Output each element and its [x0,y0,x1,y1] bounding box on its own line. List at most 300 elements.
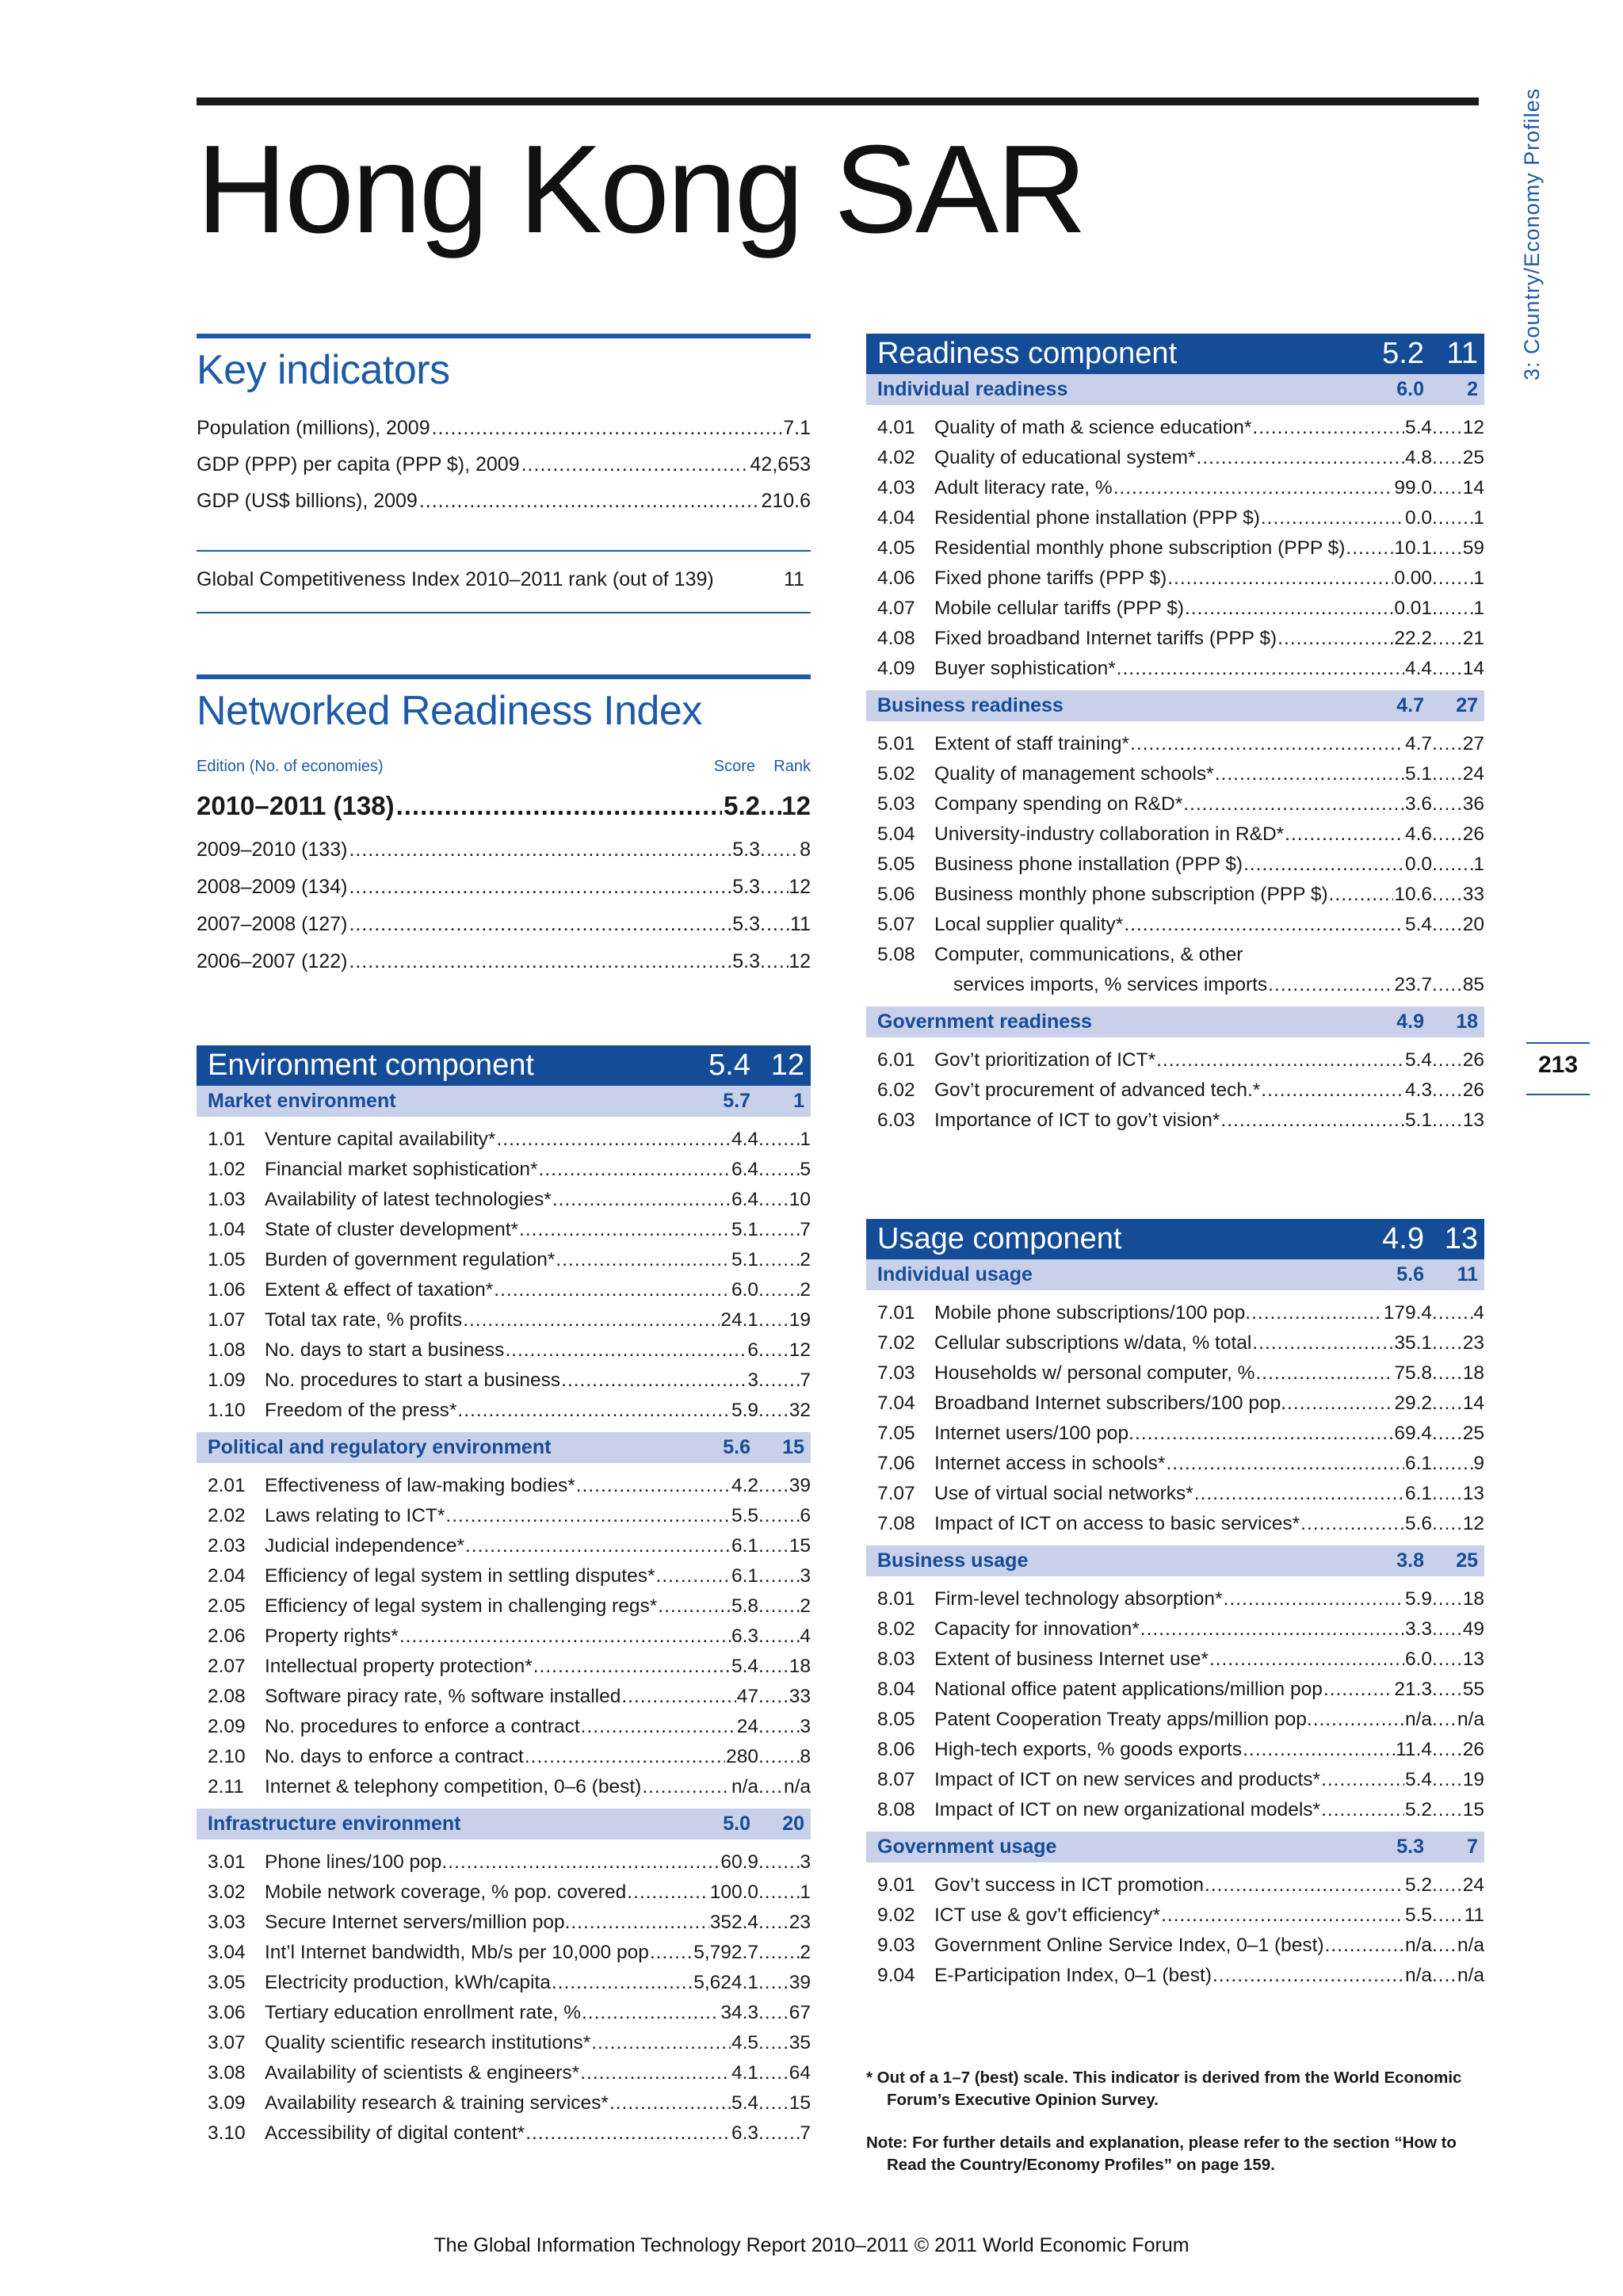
indicator-list [866,1576,1484,1832]
indicator-label: Buyer sophistication* [934,658,1116,679]
indicator-score: 3.3 [1404,1618,1432,1640]
indicator-label: Freedom of the press* [265,1400,457,1421]
indicator-label: State of cluster development* [265,1219,519,1240]
indicator-label: Laws relating to ICT* [265,1505,445,1526]
nri-title: Networked Readiness Index [197,688,702,734]
indicator-code: 5.02 [877,763,915,785]
indicator-code: 5.05 [877,854,915,875]
indicator-score: 5.1 [1404,763,1432,785]
indicator-label: Extent of staff training* [934,733,1130,755]
indicator-label: Impact of ICT on access to basic services* [934,1513,1300,1534]
nri-column-headers: Edition (No. of economies) Score Rank [197,758,811,775]
indicator-score: 3 [747,1370,758,1391]
indicator-row [197,1335,811,1366]
indicator-score: 100.0 [709,1881,758,1903]
indicator-code: 9.01 [877,1874,915,1896]
indicator-score: 5.1 [1404,1110,1432,1131]
indicator-code: 7.04 [877,1392,915,1414]
indicator-score: 4.8 [1404,447,1432,468]
indicator-list [866,1037,1484,1142]
indicator-code: 2.11 [208,1776,244,1797]
indicator-label: Software piracy rate, % software installed [265,1686,621,1707]
indicator-row [197,1847,811,1878]
indicator-score: 5.5 [731,1505,758,1526]
indicator-code: 8.03 [877,1648,915,1670]
indicator-code: 2.01 [208,1475,246,1496]
indicator-row [866,1765,1484,1795]
indicator-code: 4.06 [877,567,915,589]
indicator-code: 8.02 [877,1618,915,1640]
indicator-label: Impact of ICT on new organizational models* [934,1799,1321,1820]
indicator-score: 75.8 [1394,1362,1432,1384]
indicator-row [197,1772,811,1802]
indicator-list [866,1862,1484,1997]
indicator-rank: 26 [1462,1049,1484,1071]
indicator-score: 6.0 [1404,1648,1432,1670]
pillar-header: Government usage 5.3 7 [866,1832,1484,1862]
pillar-header: Individual readiness 6.0 2 [866,374,1484,405]
indicator-list [866,405,1484,690]
indicator-label: Company spending on R&D* [934,793,1183,815]
page-number: 213 [1537,1052,1579,1078]
indicator-row [866,789,1484,819]
indicator-score: 352.4 [709,1912,758,1933]
indicator-rank: n/a [1457,1709,1484,1730]
indicator-rank: 7 [800,1219,811,1240]
indicator-row [866,1870,1484,1901]
indicator-row [866,1419,1484,1449]
indicator-score: 5.1 [731,1249,758,1270]
top-rule [197,97,1479,105]
indicator-list [866,721,1484,1007]
indicator-rank: 33 [789,1686,811,1707]
indicator-rank: 19 [789,1309,811,1331]
indicator-rank: 13 [1462,1110,1484,1131]
indicator-rank: 59 [1462,537,1484,559]
indicator-label: Importance of ICT to gov’t vision* [934,1110,1220,1131]
indicator-label: Extent of business Internet use* [934,1648,1209,1670]
indicator-code: 2.10 [208,1746,246,1767]
indicator-rank: 18 [1462,1362,1484,1384]
indicator-label: Tertiary education enrollment rate, % [265,2002,581,2023]
indicator-code: 1.10 [208,1400,246,1421]
indicator-code: 3.02 [208,1881,246,1903]
indicator-rank: 33 [1462,884,1484,905]
indicator-score: 179.4 [1383,1302,1432,1324]
indicator-code: 3.09 [208,2092,246,2114]
indicator-code: 1.07 [208,1309,246,1331]
indicator-list [197,1463,811,1809]
page-number-rule-bottom [1526,1094,1590,1095]
indicator-label: Venture capital availability* [265,1129,496,1150]
indicator-rank: 1 [800,1881,811,1903]
indicator-code: 8.04 [877,1679,915,1700]
indicator-label: Mobile phone subscriptions/100 pop. [934,1302,1251,1324]
indicator-code: 4.04 [877,507,915,529]
indicator-label: University-industry collaboration in R&D* [934,823,1285,845]
indicator-row [866,624,1484,654]
indicator-row [197,1185,811,1215]
indicator-label: Gov’t success in ICT promotion [934,1874,1204,1896]
indicator-label: No. procedures to enforce a contract [265,1716,580,1737]
indicator-rank: 26 [1462,1079,1484,1101]
indicator-label: No. days to enforce a contract [265,1746,524,1767]
environment-component [197,1045,811,2155]
indicator-score: 47 [736,1686,758,1707]
indicator-score: 6.3 [731,1626,758,1647]
indicator-code: 3.06 [208,2002,246,2023]
indicator-score: 60.9 [720,1851,758,1873]
indicator-rank: 12 [789,1339,811,1361]
indicator-row [197,1652,811,1682]
indicator-rank: 7 [800,2122,811,2144]
pillar-header: Political and regulatory environment 5.6 15 [197,1432,811,1463]
indicator-code: 6.01 [877,1049,915,1071]
indicator-label: National office patent applications/million pop [934,1679,1323,1700]
divider [197,550,811,552]
indicator-rank: 23 [1462,1332,1484,1354]
nri-history-row: 2007–2008 (127) ..... 5.3 ..... 11 [197,913,811,936]
indicator-score: 5.4 [1404,914,1432,935]
indicator-rank: 14 [1462,1392,1484,1414]
indicator-label: Fixed broadband Internet tariffs (PPP $) [934,628,1277,649]
indicator-code: 2.03 [208,1535,246,1557]
indicator-code: 7.03 [877,1362,915,1384]
indicator-row [197,1742,811,1772]
indicator-code: 3.08 [208,2062,246,2084]
indicator-rank: 11 [1464,1904,1484,1926]
indicator-row [197,1591,811,1622]
indicator-rank: 18 [1462,1588,1484,1610]
indicator-score: 21.3 [1394,1679,1432,1700]
indicator-rank: 4 [1473,1302,1484,1324]
pillar-header: Business readiness 4.7 27 [866,690,1484,721]
indicator-rank: 2 [800,1942,811,1963]
indicator-score: 10.1 [1394,537,1432,559]
indicator-score: 280 [726,1746,758,1767]
indicator-code: 3.07 [208,2032,246,2053]
indicator-rank: 3 [800,1851,811,1873]
indicator-label: Use of virtual social networks* [934,1483,1193,1504]
indicator-score: 6.4 [731,1159,758,1180]
indicator-score: 22.2 [1394,628,1432,649]
key-indicator-row: GDP (PPP) per capita (PPP $), 2009 ..... 42,653 [197,453,811,476]
indicator-row [197,1908,811,1938]
indicator-code: 1.03 [208,1189,246,1210]
key-indicator-row: Population (millions), 2009 ..... 7.1 [197,417,811,440]
indicator-label: Efficiency of legal system in settling disputes* [265,1565,655,1587]
indicator-label: Quality of math & science education* [934,417,1252,438]
indicator-rank: 39 [789,1972,811,1993]
indicator-label: Gov’t prioritization of ICT* [934,1049,1156,1071]
nri-current-row: 2010–2011 (138) ..... 5.2 ..... 12 [197,791,811,821]
indicator-row [197,1366,811,1396]
pillar-header: Market environment 5.7 1 [197,1086,811,1117]
indicator-row [866,1075,1484,1106]
indicator-code: 9.02 [877,1904,915,1926]
indicator-rank: 13 [1462,1648,1484,1670]
indicator-row [866,940,1484,970]
indicator-row [197,1215,811,1245]
indicator-rank: 18 [789,1656,811,1677]
indicator-score: 4.7 [1404,733,1432,755]
indicator-label: Business phone installation (PPP $) [934,854,1243,875]
indicator-row [197,2028,811,2058]
indicator-score: 69.4 [1394,1423,1432,1444]
indicator-code: 3.01 [208,1851,246,1873]
usage-component [866,1219,1484,1997]
indicator-score: 6 [747,1339,758,1361]
indicator-label: Broadband Internet subscribers/100 pop. [934,1392,1287,1414]
indicator-rank: 36 [1462,793,1484,815]
indicator-row [197,2088,811,2118]
indicator-row [866,1045,1484,1075]
indicator-score: 24 [736,1716,758,1737]
indicator-code: 1.02 [208,1159,246,1180]
indicator-row [197,1275,811,1305]
pillar-header: Individual usage 5.6 11 [866,1259,1484,1290]
indicator-code: 2.04 [208,1565,246,1587]
indicator-rank: 27 [1462,733,1484,755]
indicator-code: 2.09 [208,1716,246,1737]
indicator-score: 5.5 [1404,1904,1432,1926]
key-indicators-rule [197,334,811,338]
indicator-score: 4.4 [731,1129,758,1150]
indicator-label: Residential phone installation (PPP $) [934,507,1260,529]
key-indicator-row: GDP (US$ billions), 2009 ..... 210.6 [197,490,811,513]
indicator-row [197,1968,811,1998]
indicator-list [866,1290,1484,1545]
indicator-row [197,1561,811,1591]
indicator-rank: 7 [800,1370,811,1391]
indicator-score: 5,624.1 [693,1972,758,1993]
indicator-code: 7.06 [877,1453,915,1474]
indicator-code: 5.03 [877,793,915,815]
indicator-row [866,533,1484,563]
indicator-rank: 55 [1462,1679,1484,1700]
indicator-row [866,1328,1484,1358]
indicator-row [866,1298,1484,1328]
indicator-score: 0.0 [1404,507,1432,529]
indicator-row [197,1622,811,1652]
indicator-code: 6.03 [877,1110,915,1131]
indicator-rank: 26 [1462,823,1484,845]
indicator-score: 0.0 [1404,854,1432,875]
indicator-row [866,503,1484,533]
indicator-score: 99.0 [1394,477,1432,499]
indicator-code: 7.08 [877,1513,915,1534]
indicator-score: 10.6 [1394,884,1432,905]
indicator-row [197,1682,811,1712]
nri-history-row: 2008–2009 (134) ..... 5.3 ..... 12 [197,876,811,899]
indicator-row [866,1931,1484,1961]
indicator-label: Households w/ personal computer, % [934,1362,1255,1384]
readiness-component [866,334,1484,1142]
indicator-score: 4.1 [731,2062,758,2084]
indicator-code: 3.04 [208,1942,246,1963]
indicator-label: Internet & telephony competition, 0–6 (best) [265,1776,642,1797]
indicator-row [866,563,1484,594]
indicator-row [866,1479,1484,1509]
indicator-score: 5.1 [731,1219,758,1240]
indicator-score: 5,792.7 [693,1942,758,1963]
indicator-code: 4.08 [877,628,915,649]
key-indicators-title: Key indicators [197,347,450,393]
indicator-score: 0.00 [1394,567,1432,589]
indicator-code: 1.04 [208,1219,246,1240]
survey-footnote: * Out of a 1–7 (best) scale. This indicator is derived from the World Economic Forum’s Executive Opinion Survey. [866,2069,1462,2109]
indicator-label: Internet users/100 pop. [934,1423,1134,1444]
indicator-code: 4.09 [877,658,915,679]
indicator-label: Gov’t procurement of advanced tech.* [934,1079,1261,1101]
indicator-rank: 49 [1462,1618,1484,1640]
indicator-list [197,1117,811,1432]
indicator-code: 3.10 [208,2122,246,2144]
indicator-row-continued [866,970,1484,1000]
indicator-row [866,1389,1484,1419]
indicator-label: Effectiveness of law-making bodies* [265,1475,575,1496]
indicator-label: Residential monthly phone subscription (PPP $) [934,537,1346,559]
indicator-score: n/a [1404,1965,1432,1986]
indicator-rank: 23 [789,1912,811,1933]
indicator-label: Total tax rate, % profits [265,1309,463,1331]
indicator-code: 4.01 [877,417,915,438]
indicator-score: 6.1 [731,1565,758,1587]
indicator-score: n/a [731,1776,758,1797]
indicator-rank: 2 [800,1249,811,1270]
indicator-code: 4.07 [877,598,915,619]
indicator-code: 9.03 [877,1935,915,1956]
indicator-label: Judicial independence* [265,1535,464,1557]
indicator-rank: 39 [789,1475,811,1496]
indicator-row [866,654,1484,684]
indicator-rank: 25 [1462,447,1484,468]
indicator-code: 1.01 [208,1129,246,1150]
indicator-label: Accessibility of digital content* [265,2122,525,2144]
indicator-row [866,413,1484,443]
indicator-rank: 19 [1462,1769,1484,1790]
indicator-label: services imports, % services imports [953,974,1268,995]
indicator-label: Burden of government regulation* [265,1249,556,1270]
indicator-row [866,443,1484,473]
indicator-label: High-tech exports, % goods exports [934,1739,1243,1760]
indicator-row [197,1305,811,1335]
pillar-header: Business usage 3.8 25 [866,1545,1484,1576]
indicator-score: n/a [1404,1709,1432,1730]
indicator-code: 5.01 [877,733,915,755]
indicator-rank: 32 [789,1400,811,1421]
indicator-row [866,910,1484,940]
indicator-label: Impact of ICT on new services and products* [934,1769,1321,1790]
indicator-code: 8.07 [877,1769,915,1790]
indicator-rank: 4 [800,1626,811,1647]
divider [197,612,811,613]
indicator-label: Patent Cooperation Treaty apps/million pop. [934,1709,1312,1730]
indicator-row [197,1531,811,1561]
indicator-code: 1.06 [208,1279,246,1301]
indicator-row [197,1471,811,1501]
indicator-label: Business monthly phone subscription (PPP $) [934,884,1328,905]
indicator-label: Availability research & training services* [265,2092,609,2114]
indicator-row [197,2058,811,2088]
indicator-row [866,880,1484,910]
indicator-code: 4.03 [877,477,915,499]
indicator-score: 5.4 [1404,1769,1432,1790]
indicator-rank: 14 [1462,477,1484,499]
indicator-label: Secure Internet servers/million pop. [265,1912,571,1933]
indicator-code: 8.08 [877,1799,915,1820]
indicator-row [866,1675,1484,1705]
indicator-score: 4.4 [1404,658,1432,679]
nri-history-row: 2009–2010 (133) ..... 5.3 ..... 8 [197,839,811,861]
indicator-rank: 10 [789,1189,811,1210]
indicator-score: 6.1 [731,1535,758,1557]
indicator-row [197,2118,811,2149]
indicator-label: Fixed phone tariffs (PPP $) [934,567,1167,589]
indicator-rank: 13 [1462,1483,1484,1504]
indicator-score: 4.6 [1404,823,1432,845]
indicator-rank: 26 [1462,1739,1484,1760]
indicator-label: Quality of management schools* [934,763,1214,785]
indicator-row [197,1501,811,1531]
indicator-label: Computer, communications, & other [934,944,1243,965]
indicator-row [866,1449,1484,1479]
indicator-rank: 15 [789,2092,811,2114]
page-number-rule-top [1526,1042,1590,1044]
component-header: Usage component 4.9 13 [866,1219,1484,1259]
indicator-rank: 1 [800,1129,811,1150]
indicator-rank: 24 [1462,1874,1484,1896]
indicator-code: 7.07 [877,1483,915,1504]
indicator-score: 5.4 [1404,417,1432,438]
indicator-row [866,819,1484,850]
indicator-rank: 85 [1462,974,1484,995]
indicator-score: 34.3 [720,2002,758,2023]
indicator-score: 24.1 [720,1309,758,1331]
indicator-rank: 25 [1462,1423,1484,1444]
indicator-row [866,1735,1484,1765]
indicator-rank: 5 [800,1159,811,1180]
indicator-row [866,1106,1484,1136]
indicator-label: Availability of scientists & engineers* [265,2062,580,2084]
indicator-rank: 20 [1462,914,1484,935]
indicator-row [866,1901,1484,1931]
nri-rule [197,674,811,679]
indicator-code: 1.08 [208,1339,246,1361]
indicator-code: 7.05 [877,1423,915,1444]
indicator-row [866,1645,1484,1675]
indicator-rank: 21 [1462,628,1484,649]
indicator-label: ICT use & gov’t efficiency* [934,1904,1161,1926]
indicator-score: 5.4 [731,2092,758,2114]
indicator-rank: 15 [1462,1799,1484,1820]
indicator-code: 3.05 [208,1972,246,1993]
indicator-code: 5.06 [877,884,915,905]
nri-history-row: 2006–2007 (122) ..... 5.3 ..... 12 [197,950,811,973]
indicator-label: Int’l Internet bandwidth, Mb/s per 10,000 pop [265,1942,649,1963]
indicator-label: Local supplier quality* [934,914,1124,935]
gci-rank-row: Global Competitiveness Index 2010–2011 rank (out of 139) 11 [197,568,804,590]
indicator-code: 2.08 [208,1686,246,1707]
indicator-row [197,1878,811,1908]
indicator-score: 11.4 [1396,1739,1432,1760]
indicator-score: 5.9 [731,1400,758,1421]
page-footer: The Global Information Technology Report 2010–2011 © 2011 World Economic Forum [433,2234,1190,2256]
indicator-code: 4.02 [877,447,915,468]
indicator-score: 6.3 [731,2122,758,2144]
indicator-rank: 67 [789,2002,811,2023]
indicator-score: 0.01 [1394,598,1432,619]
